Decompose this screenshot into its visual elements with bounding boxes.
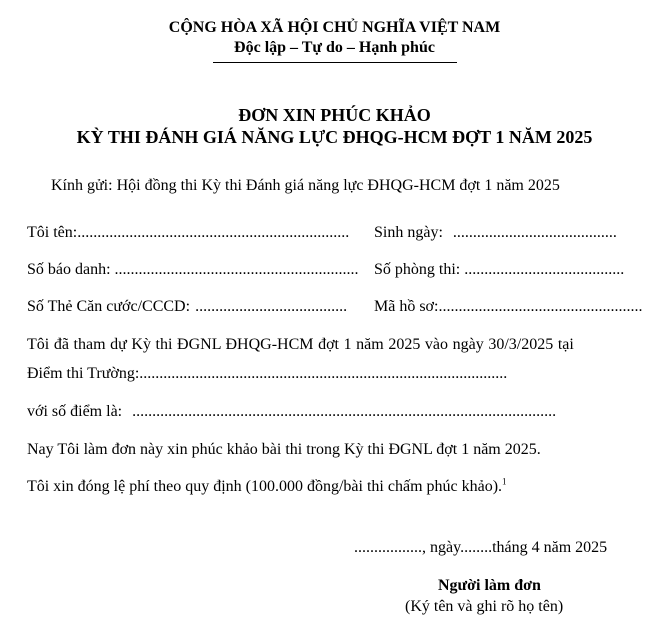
score-fill-dots: ..........................................................................................................	[132, 403, 557, 420]
profile-code-fill-dots: ...................................................	[438, 298, 643, 315]
name-field[interactable]	[27, 223, 349, 243]
fee-text: Tôi xin đóng lệ phí theo quy định (100.000 đồng/bài thi chấm phúc khảo).	[27, 478, 503, 495]
id-card-field[interactable]	[27, 297, 347, 317]
fee-footnote-marker: 1	[502, 476, 507, 487]
candidate-number-field[interactable]	[27, 260, 359, 280]
recipient-line: Kính gửi: Hội đồng thi Kỳ thi Đánh giá năng lực ĐHQG-HCM đợt 1 năm 2025	[51, 177, 560, 194]
exam-school-fill-dots: ............................................................................................	[139, 365, 508, 382]
profile-code-label: Mã hồ sơ:	[374, 298, 439, 315]
signer-note: (Ký tên và ghi rõ họ tên)	[405, 598, 564, 615]
candidate-number-label: Số báo danh:	[27, 261, 111, 278]
signer-title: Người làm đơn	[438, 577, 541, 594]
date-place-line[interactable]: ................., ngày........tháng 4 năm 2025	[354, 539, 608, 556]
motto-underline	[213, 62, 457, 63]
id-card-fill-dots: ......................................	[195, 298, 348, 315]
name-fill-dots: ....................................................................	[77, 224, 350, 241]
review-request-statement: Nay Tôi làm đơn này xin phúc khảo bài thi trong Kỳ thi ĐGNL đợt 1 năm 2025.	[27, 441, 541, 458]
dob-label: Sinh ngày:	[374, 224, 443, 241]
attendance-statement: Tôi đã tham dự Kỳ thi ĐGNL ĐHQG-HCM đợt 1 năm 2025 vào ngày 30/3/2025 tại	[27, 336, 574, 353]
fee-statement	[27, 477, 507, 497]
name-label: Tôi tên:	[27, 224, 78, 241]
exam-room-label: Số phòng thi:	[374, 261, 461, 278]
national-motto: Độc lập – Tự do – Hạnh phúc	[234, 39, 435, 56]
id-card-label: Số Thẻ Căn cước/CCCD:	[27, 298, 191, 315]
national-header: CỘNG HÒA XÃ HỘI CHỦ NGHĨA VIỆT NAM	[168, 19, 501, 36]
score-label: với số điểm là:	[27, 403, 123, 420]
exam-school-label: Điểm thi Trường:	[27, 365, 140, 382]
candidate-number-fill-dots: .............................................................	[114, 261, 359, 278]
exam-room-field[interactable]	[374, 260, 624, 280]
dob-fill-dots: .........................................	[452, 224, 617, 241]
document-subtitle: KỲ THI ĐÁNH GIÁ NĂNG LỰC ĐHQG-HCM ĐỢT 1 NĂM 2025	[76, 127, 593, 147]
exam-room-fill-dots: ........................................	[464, 261, 625, 278]
document-title: ĐƠN XIN PHÚC KHẢO	[238, 105, 431, 125]
profile-code-field[interactable]	[374, 297, 642, 317]
dob-field[interactable]	[374, 223, 617, 243]
exam-school-field[interactable]	[27, 364, 507, 384]
score-field[interactable]	[27, 402, 556, 422]
